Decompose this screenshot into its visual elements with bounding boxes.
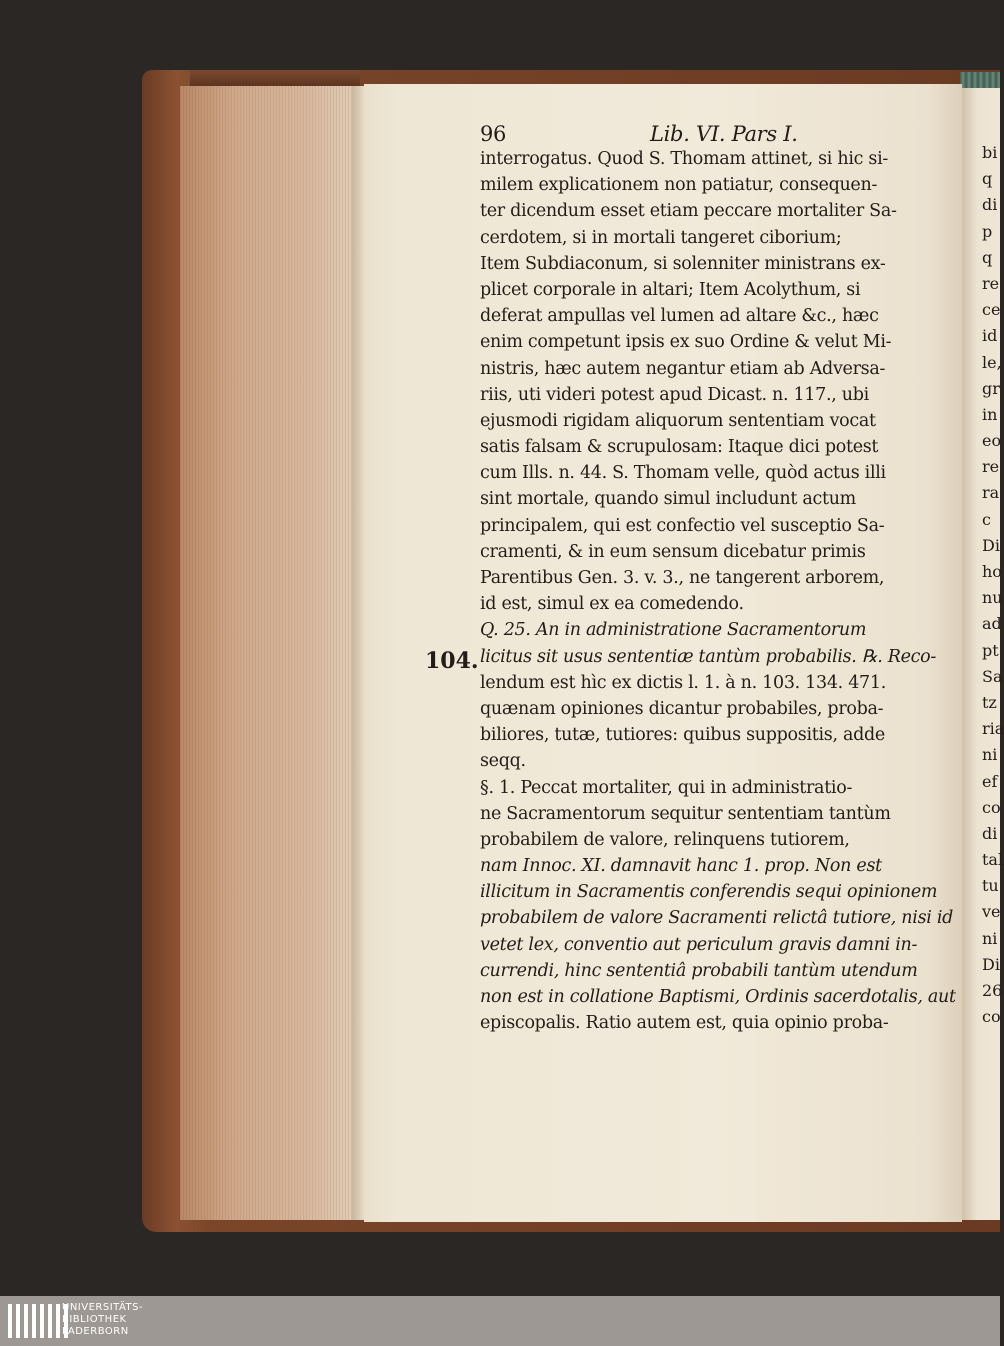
page-number: 96 — [480, 122, 507, 146]
text-line: non est in collatione Baptismi, Ordinis sacerdotalis, aut — [480, 987, 956, 1007]
text-line: seqq. — [480, 751, 526, 772]
page-text — [480, 112, 960, 1036]
text-line: enim competunt ipsis ex suo Ordine & velut Mi- — [480, 332, 892, 353]
next-page-fragment: q — [982, 169, 993, 189]
text-line: sint mortale, quando simul includunt actum — [480, 489, 856, 510]
next-page-fragment: id — [982, 326, 998, 346]
footer-bar — [0, 1296, 1000, 1346]
next-page-fragment: Di — [982, 535, 1000, 555]
next-page-fragment: ef — [982, 771, 998, 791]
next-page-text — [982, 140, 1004, 1030]
next-page-fragment: tu — [982, 876, 999, 896]
text-line: episcopalis. Ratio autem est, quia opinio proba- — [480, 1013, 889, 1034]
next-page-fragment: ria — [982, 719, 1004, 739]
text-line: nistris, hæc autem negantur etiam ab Adversa- — [480, 358, 886, 379]
next-page-fragment: co — [982, 1007, 1001, 1027]
text-line: illicitum in Sacramentis conferendis sequi opinionem — [480, 882, 938, 903]
next-page-fragment: di — [982, 823, 998, 843]
text-line: principalem, qui est confectio vel susceptio Sa- — [480, 515, 885, 536]
next-page-fragment: ra — [982, 483, 1000, 503]
text-line: riis, uti videri potest apud Dicast. n. 117., ubi — [480, 384, 869, 405]
text-lines — [480, 146, 960, 1036]
text-line: interrogatus. Quod S. Thomam attinet, si hic si- — [480, 149, 888, 169]
text-line: probabilem de valore, relinquens tutiorem, — [480, 829, 850, 850]
text-line: Item Subdiaconum, si solenniter ministrans ex- — [480, 253, 886, 274]
text-line: cerdotem, si in mortali tangeret ciborium; — [480, 227, 842, 248]
text-line: probabilem de valore Sacramenti relictâ tutiore, nisi id — [480, 908, 954, 929]
next-page-fragment: ni — [982, 928, 998, 948]
text-line: vetet lex, conventio aut periculum gravis damni in- — [480, 934, 918, 955]
next-page-fragment: 26 — [982, 981, 1003, 1000]
next-page-fragment: c — [982, 509, 991, 529]
next-page-fragment: nu — [982, 588, 1003, 608]
next-page-fragment: eo — [982, 431, 1002, 451]
text-line: plicet corporale in altari; Item Acolythum, si — [480, 279, 861, 300]
next-page-fragment: di — [982, 195, 998, 215]
text-line: ter dicendum esset etiam peccare mortaliter Sa- — [480, 201, 897, 222]
library-logo-text — [62, 1302, 143, 1338]
text-line: satis falsam & scrupulosam: Itaque dici potest — [480, 437, 879, 458]
next-page-fragment: bi — [982, 143, 998, 162]
text-line: cum Ills. n. 44. S. Thomam velle, quòd actus illi — [480, 463, 886, 484]
next-page-fragment: le, — [982, 352, 1002, 372]
text-line: nam Innoc. XI. damnavit hanc 1. prop. Non est — [480, 856, 882, 877]
text-line: ejusmodi rigidam aliquorum sententiam vocat — [480, 410, 876, 431]
text-line: quænam opiniones dicantur probabiles, proba- — [480, 698, 884, 719]
next-page-fragment: tz — [982, 692, 997, 712]
next-page-fragment: ni — [982, 745, 998, 765]
next-page-fragment: Sa — [982, 666, 1003, 686]
text-line: lendum est hìc ex dictis l. 1. à n. 103. 134. 471. — [480, 672, 886, 693]
logo-line: PADERBORN — [62, 1326, 129, 1337]
text-line: ne Sacramentorum sequitur sententiam tantùm — [480, 803, 891, 824]
text-line: licitus sit usus sententiæ tantùm probabilis. ℞. Reco- — [480, 646, 937, 667]
running-header — [480, 112, 960, 146]
next-page-fragment: tal — [982, 850, 1004, 870]
next-page-fragment: re — [982, 273, 1000, 293]
text-line: Q. 25. An in administratione Sacramentorum — [480, 620, 867, 641]
margin-number: 104. — [425, 648, 479, 674]
next-page-fragment: pt — [982, 640, 999, 660]
next-page-fragment: ce — [982, 300, 1001, 320]
next-page-fragment: in — [982, 404, 998, 424]
text-line: milem explicationem non patiatur, consequen- — [480, 175, 878, 196]
next-page-fragment: ho — [982, 562, 1002, 581]
next-page-fragment: p — [982, 221, 993, 241]
next-page-fragment: q — [982, 247, 993, 267]
next-page-fragment: co — [982, 797, 1001, 817]
page-edges — [180, 86, 356, 1220]
text-line: deferat ampullas vel lumen ad altare &c., hæc — [480, 306, 879, 327]
text-line: Parentibus Gen. 3. v. 3., ne tangerent arborem, — [480, 568, 885, 588]
logo-line: UNIVERSITÄTS- — [62, 1302, 144, 1313]
logo-line: BIBLIOTHEK — [62, 1314, 127, 1325]
next-page-fragment: gr — [982, 378, 1000, 398]
next-page-fragment: ad — [982, 614, 1002, 634]
next-page-fragment: Di — [982, 954, 1000, 974]
text-line: §. 1. Peccat mortaliter, qui in administratio- — [480, 777, 853, 798]
text-line: id est, simul ex ea comedendo. — [480, 594, 744, 615]
next-page-fragment: re — [982, 457, 1000, 477]
text-line: cramenti, & in eum sensum dicebatur primis — [480, 541, 866, 562]
next-page-fragment: ve — [982, 902, 1001, 922]
library-logo-icon — [8, 1304, 68, 1338]
running-head: Lib. VI. Pars I. — [650, 122, 798, 146]
text-line: currendi, hinc sententiâ probabili tantùm utendum — [480, 960, 918, 981]
text-line: biliores, tutæ, tutiores: quibus suppositis, adde — [480, 725, 885, 746]
